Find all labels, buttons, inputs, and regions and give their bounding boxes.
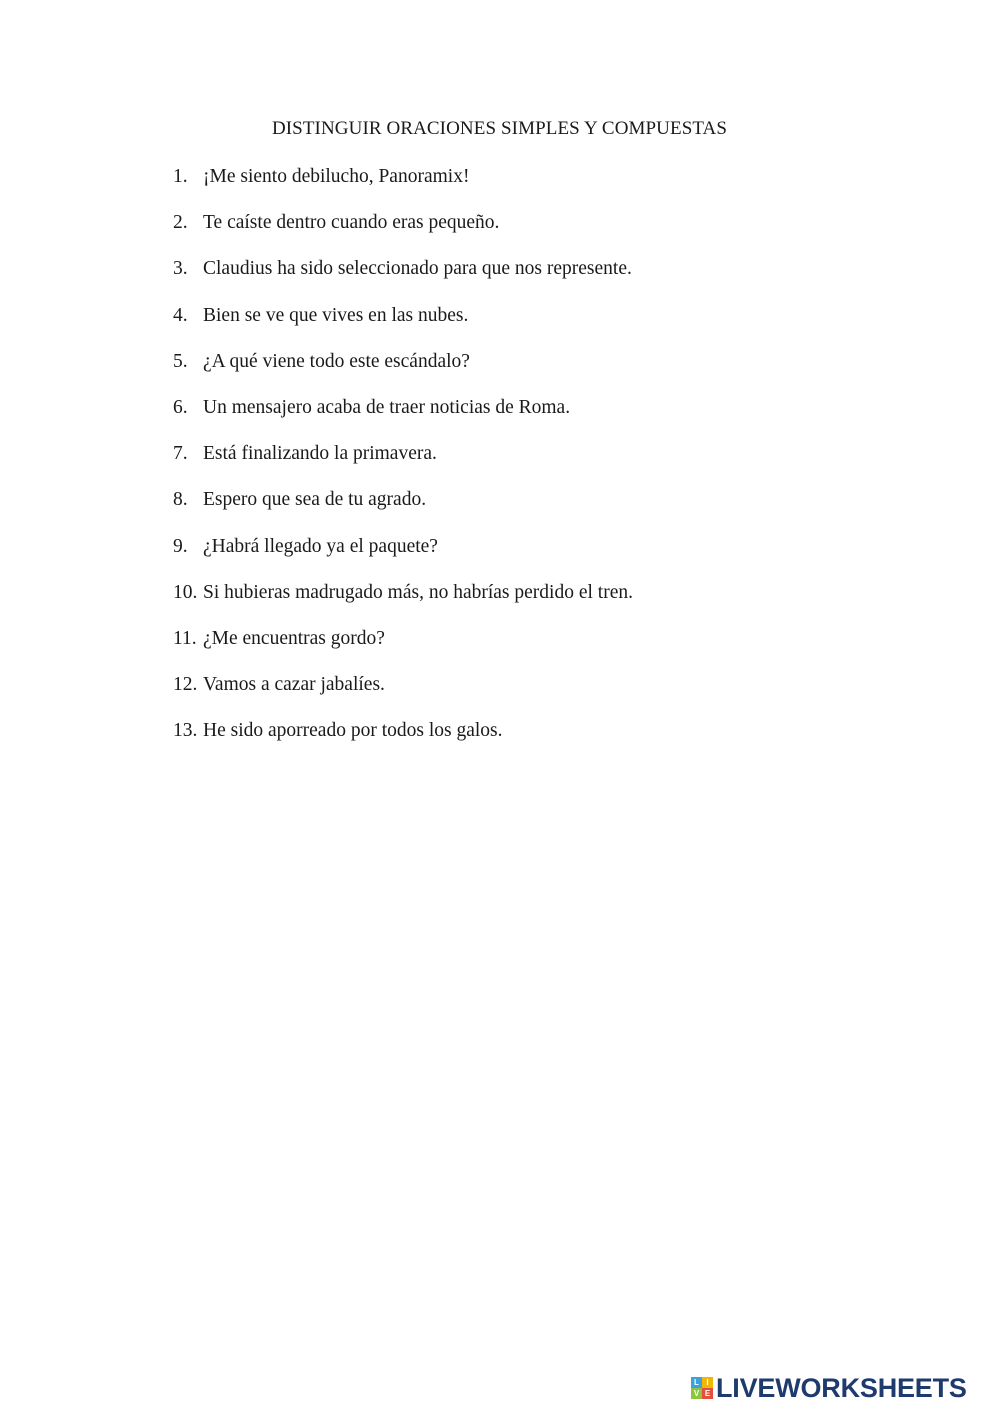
list-item bbox=[173, 210, 633, 256]
list-item bbox=[173, 718, 633, 764]
item-number: 3. bbox=[173, 258, 188, 280]
list-item bbox=[173, 441, 633, 487]
item-text: He sido aporreado por todos los galos. bbox=[203, 720, 503, 742]
logo-wordmark: LIVEWORKSHEETS bbox=[716, 1372, 967, 1403]
item-number: 2. bbox=[173, 212, 188, 234]
item-number: 5. bbox=[173, 350, 188, 372]
item-number: 9. bbox=[173, 535, 188, 557]
list-item bbox=[173, 256, 633, 302]
item-text: ¿Me encuentras gordo? bbox=[203, 627, 385, 649]
worksheet-title: DISTINGUIR ORACIONES SIMPLES Y COMPUESTAS bbox=[271, 118, 728, 139]
item-text: ¿A qué viene todo este escándalo? bbox=[203, 350, 470, 372]
item-number: 11. bbox=[173, 627, 197, 649]
list-item bbox=[173, 534, 633, 580]
item-text: Un mensajero acaba de traer noticias de Roma. bbox=[203, 396, 571, 418]
sentence-list bbox=[173, 164, 633, 764]
list-item bbox=[173, 303, 633, 349]
liveworksheets-logo bbox=[691, 1374, 967, 1402]
list-item bbox=[173, 395, 633, 441]
item-number: 6. bbox=[173, 396, 188, 418]
item-number: 7. bbox=[173, 443, 188, 465]
item-number: 4. bbox=[173, 304, 188, 326]
item-number: 12. bbox=[173, 674, 198, 696]
item-text: Vamos a cazar jabalíes. bbox=[203, 674, 385, 696]
item-text: Claudius ha sido seleccionado para que nos represente. bbox=[203, 258, 632, 280]
item-text: Bien se ve que vives en las nubes. bbox=[203, 304, 469, 326]
logo-letter-l: L bbox=[691, 1377, 702, 1388]
logo-letter-i: I bbox=[702, 1377, 713, 1388]
item-text: Te caíste dentro cuando eras pequeño. bbox=[203, 212, 500, 234]
item-number: 13. bbox=[173, 720, 198, 742]
item-text: ¡Me siento debilucho, Panoramix! bbox=[203, 166, 470, 187]
logo-letter-e: E bbox=[702, 1388, 713, 1399]
item-text: ¿Habrá llegado ya el paquete? bbox=[203, 535, 438, 557]
liveworksheets-logo-icon bbox=[691, 1377, 713, 1399]
list-item bbox=[173, 164, 633, 210]
list-item bbox=[173, 626, 633, 672]
list-item bbox=[173, 487, 633, 533]
item-text: Espero que sea de tu agrado. bbox=[203, 489, 427, 511]
list-item bbox=[173, 349, 633, 395]
item-number: 10. bbox=[173, 581, 198, 603]
item-text: Está finalizando la primavera. bbox=[203, 443, 437, 465]
list-item bbox=[173, 580, 633, 626]
item-text: Si hubieras madrugado más, no habrías perdido el tren. bbox=[203, 581, 633, 603]
item-number: 8. bbox=[173, 489, 188, 511]
item-number: 1. bbox=[173, 166, 188, 187]
logo-letter-v: V bbox=[691, 1388, 702, 1399]
list-item bbox=[173, 672, 633, 718]
